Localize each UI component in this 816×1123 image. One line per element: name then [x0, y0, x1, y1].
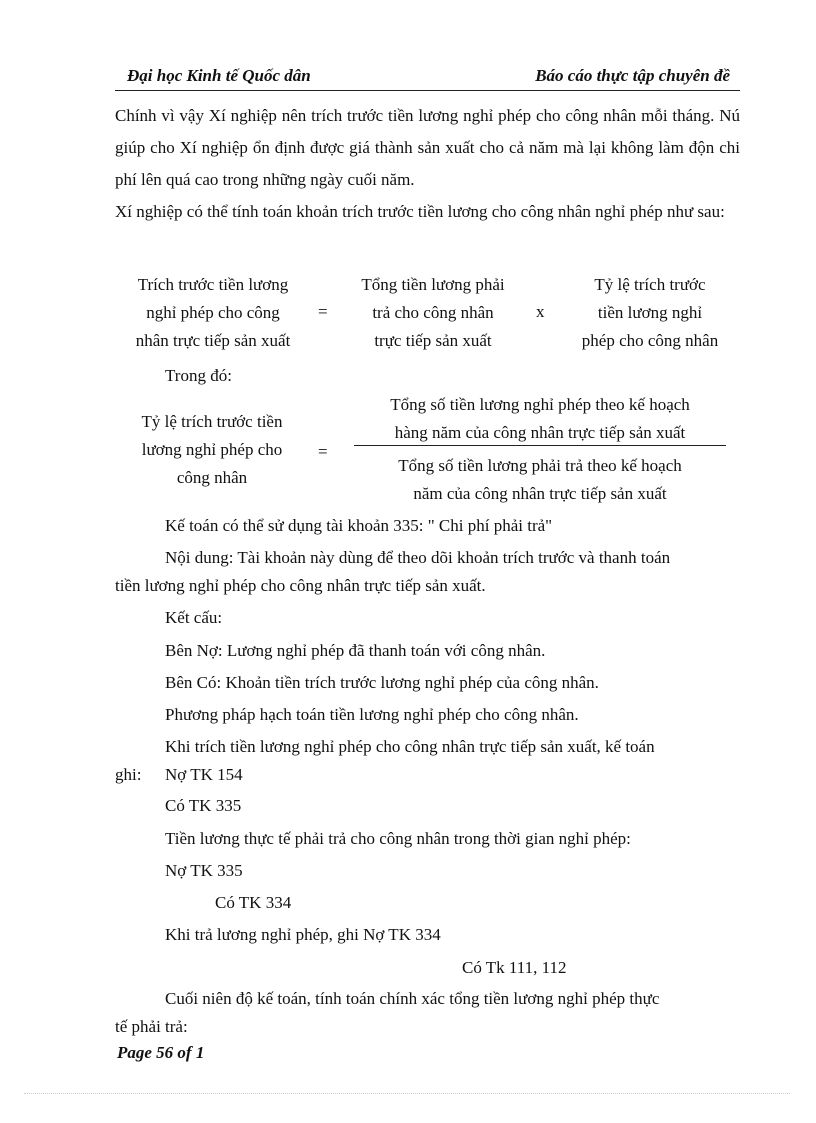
formula1-right-line: Tỷ lệ trích trước [594, 275, 706, 294]
trong-do-label: Trong đó: [165, 366, 232, 385]
page-bottom-divider [24, 1093, 790, 1094]
formula2-denominator [354, 452, 726, 508]
paragraph-intro: Chính vì vậy Xí nghiệp nên trích trước tiền lương nghỉ phép cho công nhân mỗi tháng. Nú giúp cho Xí nghiệp ổn định được giá thành sản xuất cho cả năm mà lại không làm độn chi phí lên quá cao trong những ngày cuối năm. [115, 106, 740, 189]
actual-wage-line: Tiền lương thực tế phải trả cho công nhân trong thời gian nghỉ phép: [165, 829, 631, 848]
formula1-left-line: nhân trực tiếp sản xuất [135, 331, 291, 350]
formula2-denominator-line: Tổng số tiền lương phải trả theo kế hoạch [398, 456, 682, 475]
formula1-left [118, 271, 308, 355]
formula1-middle-line: trả cho công nhân [372, 303, 494, 322]
formula2-numerator-line: Tổng số tiền lương nghỉ phép theo kế hoạch [390, 395, 690, 414]
ghi-label: ghi: [115, 765, 142, 784]
formula2-numerator-line: hàng năm của công nhân trực tiếp sản xuất [394, 423, 686, 442]
accrual-line: Khi trích tiền lương nghỉ phép cho công nhân trực tiếp sản xuất, kế toán [165, 737, 655, 756]
formula1-times: x [536, 302, 545, 321]
credit-335: Có TK 335 [165, 796, 242, 815]
content-line-1: Nội dung: Tài khoản này dùng để theo dõi khoản trích trước và thanh toán [165, 548, 671, 567]
formula2-equals: = [318, 442, 328, 461]
credit-334: Có TK 334 [215, 893, 292, 912]
page-header [115, 64, 740, 91]
formula2-numerator [354, 391, 726, 447]
formula1-left-line: Trích trước tiền lương [137, 275, 289, 294]
formula1-right [562, 271, 738, 355]
credit-111-112: Có Tk 111, 112 [462, 958, 567, 977]
year-end-line-1: Cuối niên độ kế toán, tính toán chính xác tổng tiền lương nghỉ phép thực [165, 989, 660, 1008]
page-number: Page 56 of 1 [117, 1043, 205, 1062]
formula1-equals: = [318, 302, 328, 321]
payment-line: Khi trả lương nghỉ phép, ghi Nợ TK 334 [165, 925, 441, 944]
fraction-bar [354, 445, 726, 446]
paragraph-calculation: Xí nghiệp có thể tính toán khoản trích trước tiền lương cho công nhân nghỉ phép như sau: [115, 202, 725, 221]
structure-label: Kết cấu: [165, 608, 223, 627]
account-335-line: Kế toán có thể sử dụng tài khoản 335: " Chi phí phải trả" [165, 516, 553, 535]
formula2-denominator-line: năm của công nhân trực tiếp sản xuất [413, 484, 667, 503]
debit-side-line: Bên Nợ: Lương nghỉ phép đã thanh toán với công nhân. [165, 641, 546, 660]
formula1-middle-line: trực tiếp sản xuất [374, 331, 492, 350]
year-end-line-2: tế phải trả: [115, 1017, 188, 1036]
formula1-right-line: phép cho công nhân [581, 331, 719, 350]
header-report-title: Báo cáo thực tập chuyên đề [535, 66, 730, 85]
content-line-2: tiền lương nghỉ phép cho công nhân trực tiếp sản xuất. [115, 576, 486, 595]
formula1-right-line: tiền lương nghỉ [597, 303, 703, 322]
formula2-left-line: Tỷ lệ trích trước tiền [141, 412, 283, 431]
formula1-left-line: nghỉ phép cho công [146, 303, 280, 322]
method-line: Phương pháp hạch toán tiền lương nghỉ phép cho công nhân. [165, 705, 579, 724]
debit-335: Nợ TK 335 [165, 861, 243, 880]
header-university: Đại học Kinh tế Quốc dân [127, 66, 311, 85]
formula2-left-line: công nhân [176, 468, 248, 487]
formula1-middle-line: Tổng tiền lương phải [361, 275, 505, 294]
credit-side-line: Bên Có: Khoản tiền trích trước lương nghỉ phép của công nhân. [165, 673, 599, 692]
debit-154: Nợ TK 154 [165, 765, 243, 784]
formula2-left [120, 408, 304, 492]
formula1-middle [340, 271, 526, 355]
formula2-left-line: lương nghỉ phép cho [141, 440, 283, 459]
